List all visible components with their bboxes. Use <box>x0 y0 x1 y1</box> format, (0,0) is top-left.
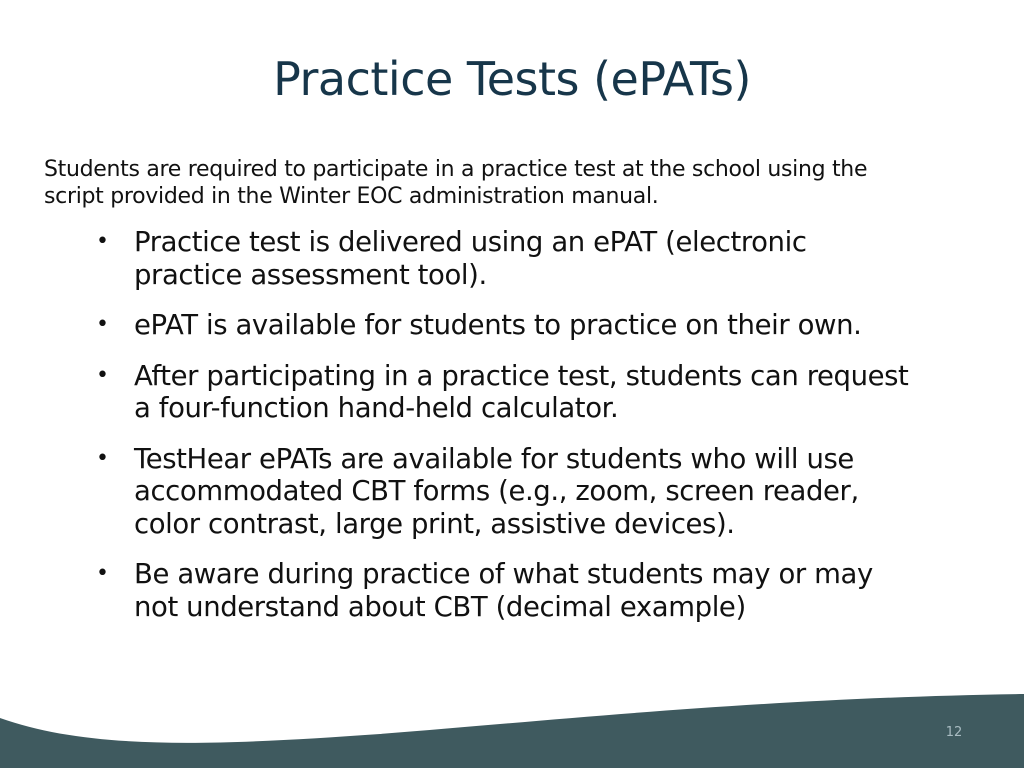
slide-title: Practice Tests (ePATs) <box>273 52 751 106</box>
bullet-text: TestHear ePATs are available for students who will use accommodated CBT forms (e.g., zoom, screen reader, color contrast, large print, assistive devices). <box>134 442 859 540</box>
bullet-text: After participating in a practice test, students can request a four-function hand-held calculator. <box>134 359 909 424</box>
footer-wave-band <box>0 680 1024 768</box>
bullet-text: ePAT is available for students to practice on their own. <box>134 309 862 341</box>
bullet-icon: • <box>96 229 109 254</box>
bullet-item-3 <box>88 360 918 425</box>
bullet-icon: • <box>96 445 109 471</box>
footer-wave-shape <box>0 694 1024 768</box>
bullet-icon: • <box>96 561 109 586</box>
bullet-text: Be aware during practice of what students may or may not understand about CBT (decimal example) <box>134 558 873 623</box>
bullet-list <box>88 226 918 641</box>
intro-paragraph: Students are required to participate in a practice test at the school using the script provided in the Winter EOC administration manual. <box>44 157 868 209</box>
bullet-item-4 <box>88 443 918 541</box>
bullet-icon: • <box>96 312 109 337</box>
bullet-text: Practice test is delivered using an ePAT (electronic practice assessment tool). <box>134 226 807 291</box>
bullet-item-2 <box>88 309 918 342</box>
page-number: 12 <box>945 725 963 740</box>
bullet-icon: • <box>96 362 109 388</box>
bullet-item-1 <box>88 226 918 291</box>
bullet-item-5 <box>88 558 918 623</box>
